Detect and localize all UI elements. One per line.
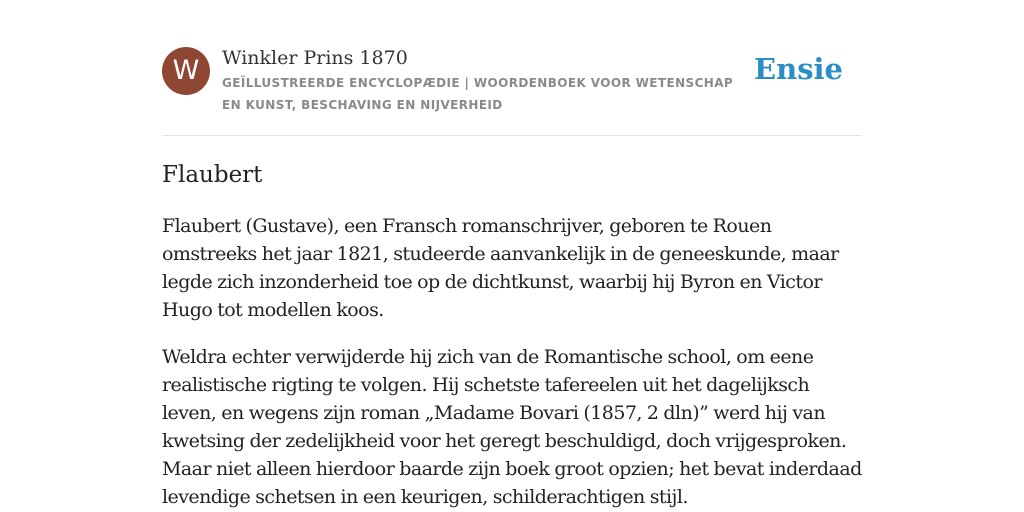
ensie-logo-link[interactable]: Ensie	[754, 52, 843, 86]
header-divider	[162, 135, 862, 136]
entry-title: Flaubert	[162, 162, 263, 188]
entry-paragraph-1: Flaubert (Gustave), een Fransch romanschrijver, geboren te Rouen omstreeks het jaar 1821, studeerde aanvankelijk in de geneeskunde, maar legde zich inzonderheid toe op de dichtkunst, waarbij hij Byron en Victor Hugo tot modellen koos.	[162, 215, 839, 321]
source-subtitle: GEÏLLUSTREERDE ENCYCLOPÆDIE | WOORDENBOEK VOOR WETENSCHAP EN KUNST, BESCHAVING EN NIJVERHEID	[222, 76, 734, 112]
entry-paragraph-2: Weldra echter verwijderde hij zich van de Romantische school, om eene realistische rigting te volgen. Hij schetste tafereelen uit het dagelijksch leven, en wegens zijn roman „Madame Bovari (1857, 2 dln)” werd hij van kwetsing der zedelijkheid voor het geregt beschuldigd, doch vrijgesproken. Maar niet alleen hierdoor baarde zijn boek groot opzien; het bevat inderdaad levendige schetsen in een keurigen, schilderachtigen stijl.	[162, 346, 862, 508]
source-header	[162, 46, 862, 116]
source-avatar[interactable]: W	[162, 47, 210, 95]
entry-content	[162, 212, 862, 512]
source-title[interactable]: Winkler Prins 1870	[222, 47, 408, 69]
